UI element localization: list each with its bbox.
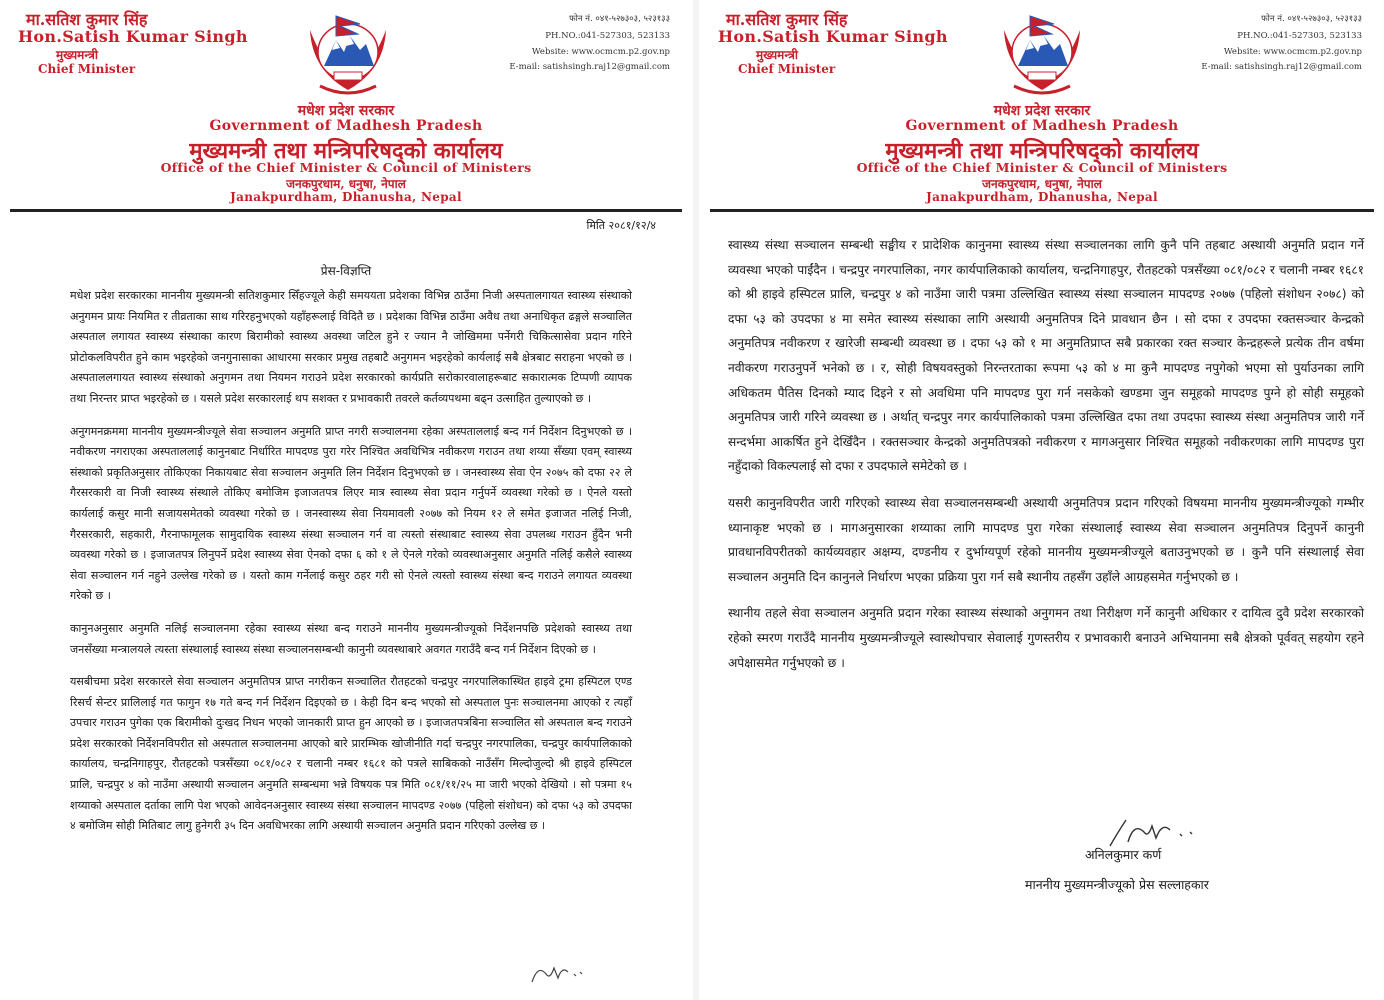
paragraph: यसरी कानुनविपरीत जारी गरिएको स्वास्थ्य सेवा सञ्चालनसम्बन्धी अस्थायी अनुमतिपत्र प्रदान गरिएको विषयमा माननीय मुख्यमन्त्रीज्यूको गम्भीर ध्यानाकृष्ट भएको छ । मागअनुसारका शय्याका लागि मापदण्ड पुरा गरेका संस्थालाई स्वास्थ्य सेवा सञ्चालन अनुमतिपत्र दिनुपर्ने कानुनी प्रावधानविपरीतको कार्यव्यवहार अक्षम्य, दण्डनीय र दुर्भाग्यपूर्ण रहेको माननीय मुख्यमन्त्रीज्यूले बताउनुभएको छ । कुनै पनि संस्थालाई सेवा सञ्चालन अनुमति दिन कानुनले निर्धारण भएका प्रक्रिया पुरा गर्न सबै स्थानीय तहसँग उहाँले आग्रहसमेत गर्नुभएको छ । [728, 495, 1364, 584]
page-2-body [728, 233, 1364, 687]
minister-title-np: मुख्यमन्त्री [56, 48, 98, 62]
page-gap [693, 0, 699, 1000]
email: E-mail: satishsingh.raj12@gmail.com [509, 62, 670, 72]
government-name-np: मधेश प्रदेश सरकार [993, 103, 1091, 119]
minister-name-en: Hon.Satish Kumar Singh [18, 27, 248, 46]
minister-title-en: Chief Minister [738, 62, 836, 76]
address-en: Janakpurdham, Dhanusha, Nepal [926, 190, 1158, 204]
paragraph: अनुगमनक्रममा माननीय मुख्यमन्त्रीज्यूले सेवा सञ्चालन अनुमति प्राप्त नगरी सञ्चालनमा रहेका अस्पताललाई बन्द गर्न निर्देशन दिनुभएको छ । नवीकरण नगराएका अस्पताललाई कानुनबाट निर्धारित मापदण्ड पुरा गरेर निश्चित अवधिभित्र नवीकरण गराउन तथा शय्या सँख्या एवम् स्वास्थ्य संस्थाको प्रकृतिअनुसार तोकिएका निकायबाट सेवा सञ्चालन अनुमति लिन निर्देशन दिनुभएको छ । जनस्वास्थ्य सेवा ऐन २०७५ को दफा २२ ले गैरसरकारी वा निजी स्वास्थ्य संस्थाले तोकिए बमोजिम इजाजतपत्र लिएर मात्र स्वास्थ्य सेवा प्रदान गर्नुपर्ने व्यवस्था गरेको छ । ऐनले यस्तो कार्यलाई कसुर मानी सजायसमेतको व्यवस्था गरेको छ । जनस्वास्थ्य सेवा नियमावली २०७७ को नियम १२ ले समेत इजाजत नलिई निजी, गैरसरकारी, सहकारी, गैरनाफामूलक सामुदायिक स्वास्थ्य संस्था सञ्चालन गर्न वा त्यस्तो संस्थाबाट स्वास्थ्य सेवा उपलब्ध गराउन हुँदैन भनी व्यवस्था गरेको छ । इजाजतपत्र लिनुपर्ने प्रदेश स्वास्थ्य सेवा ऐनको दफा ६ को १ ले ऐनले गरेको व्यवस्थाअनुसार अनुमति नलिई कसैले स्वास्थ्य सेवा सञ्चालन गर्न नहुने उल्लेख गरेको छ । यस्तो काम गर्नेलाई कसुर ठहर गरी सो ऐनले त्यस्तो स्वास्थ्य संस्था बन्द गराउने लगायत व्यवस्था गरेको छ । [70, 424, 632, 603]
office-name-np: मुख्यमन्त्री तथा मन्त्रिपरिषद्को कार्यालय [885, 138, 1199, 164]
header-divider [710, 209, 1374, 212]
office-name-np: मुख्यमन्त्री तथा मन्त्रिपरिषद्को कार्यालय [189, 138, 503, 164]
office-name-en: Office of the Chief Minister & Council of Ministers [856, 160, 1228, 175]
signatory-title: माननीय मुख्यमन्त्रीज्यूको प्रेस सल्लाहकार [1025, 877, 1209, 892]
website: Website: www.ocmcm.p2.gov.np [1223, 47, 1362, 57]
phone-en: PH.NO.:041-527303, 523133 [1237, 31, 1362, 41]
government-name-en: Government of Madhesh Pradesh [209, 118, 483, 134]
government-name-np: मधेश प्रदेश सरकार [297, 103, 395, 119]
minister-name-np: मा.सतिश कुमार सिंह [726, 10, 848, 29]
page-1-body [70, 286, 632, 849]
nepal-emblem-icon [300, 10, 396, 100]
email: E-mail: satishsingh.raj12@gmail.com [1201, 62, 1362, 72]
phone-np: फोन नं. ०४१-५२७३०३, ५२३१३३ [1261, 14, 1362, 24]
paragraph: स्वास्थ्य संस्था सञ्चालन सम्बन्धी सङ्घीय र प्रादेशिक कानुनमा स्वास्थ्य संस्था सञ्चालनका लागि कुनै पनि तहबाट अस्थायी अनुमति प्रदान गर्ने व्यवस्था भएको पाईंदैन । चन्द्रपुर नगरपालिका, नगर कार्यपालिकाको कार्यालय, चन्द्रनिगाहपुर, रौतहटको पत्रसँख्या ०८१/०८२ र चलानी नम्बर १६८१ को श्री हाइवे हस्पिटल प्रालि, चन्द्रपुर ४ को नाउँमा जारी पत्रमा उल्लिखित स्वास्थ्य संस्था सञ्चालन मापदण्ड २०७७ (पहिलो संशोधन २०७८) को दफा ५३ को उपदफा ४ मा समेत स्वास्थ्य संस्थाका लागि अस्थायी अनुमतिपत्र दिने प्रावधान छैन । सो दफा र उपदफा रक्तसञ्चार केन्द्रको अनुमतिपत्र नवीकरण र खारेजी सम्बन्धी व्यवस्था छ । दफा ५३ को १ मा अनुमतिप्राप्त सबै प्रकारका रक्त सञ्चार केन्द्रहरूले प्रत्येक तीन वर्षमा नवीकरण गराउनुपर्ने भनेको छ । र, सोही विषयवस्तुको निरन्तरताका रूपमा ५३ को ४ मा कुनै मापदण्ड नपुगेको भएमा सो पुर्याउनका लागि अधिकतम पैतिस दिनको म्याद दिइने र सो अवधिमा पनि मापदण्ड पुरा गर्न नसकेको खण्डमा जुन समूहको मापदण्ड पुग्ने हो सोही समूहको अनुमतिपत्र जारी गरिने व्यवस्था छ । अर्थात् चन्द्रपुर नगर कार्यपालिकाको पत्रमा उल्लिखित दफा तथा उपदफा स्वास्थ्य संस्था अनुमतिपत्र जारी गर्ने सन्दर्भमा आकर्षित हुने देखिँदैन । रक्तसञ्चार केन्द्रको अनुमतिपत्रको नवीकरण र मागअनुसार निश्चित समूहको नवीकरणका लागि मापदण्ड पुरा नहुँदाको विकल्पलाई सो दफा र उपदफाले समेटेको छ । [728, 238, 1364, 474]
signatory-name: अनिलकुमार कर्ण [1085, 847, 1162, 862]
address-np: जनकपुरधाम, धनुषा, नेपाल [286, 177, 406, 191]
document-date: मिति २०८१/१२/४ [586, 219, 656, 232]
paragraph: स्थानीय तहले सेवा सञ्चालन अनुमति प्रदान गरेका स्वास्थ्य संस्थाको अनुगमन तथा निरीक्षण गर्ने कानुनी अधिकार र दायित्व दुवै प्रदेश सरकारको रहेको स्मरण गराउँदै माननीय मुख्यमन्त्रीज्यूले स्वास्थोपचार सेवालाई गुणस्तरीय र प्रभावकारी बनाउने अभियानमा सबै क्षेत्रको पूर्ववत् सहयोग रहने अपेक्षासमेत गर्नुभएको छ । [728, 606, 1364, 670]
minister-name-en: Hon.Satish Kumar Singh [718, 27, 948, 46]
initials-signature-icon [528, 958, 588, 988]
address-np: जनकपुरधाम, धनुषा, नेपाल [982, 177, 1102, 191]
website: Website: www.ocmcm.p2.gov.np [531, 47, 670, 57]
government-name-en: Government of Madhesh Pradesh [905, 118, 1179, 134]
address-en: Janakpurdham, Dhanusha, Nepal [230, 190, 462, 204]
minister-title-en: Chief Minister [38, 62, 136, 76]
nepal-emblem-icon [994, 10, 1090, 100]
office-name-en: Office of the Chief Minister & Council of Ministers [160, 160, 532, 175]
phone-en: PH.NO.:041-527303, 523133 [545, 31, 670, 41]
minister-name-np: मा.सतिश कुमार सिंह [26, 10, 148, 29]
phone-np: फोन नं. ०४१-५२७३०३, ५२३१३३ [569, 14, 670, 24]
header-divider [10, 209, 682, 212]
paragraph: कानुनअनुसार अनुमति नलिई सञ्चालनमा रहेका स्वास्थ्य संस्था बन्द गराउने माननीय मुख्यमन्त्रीज्यूको निर्देशनपछि प्रदेशको स्वास्थ्य तथा जनसँख्या मन्त्रालयले त्यस्ता संस्थालाई स्वास्थ्य संस्था सञ्चालनसम्बन्धी कानुनी व्यवस्थाबारे अवगत गराउँदै बन्द गर्न निर्देशन दिएको छ । [70, 621, 632, 656]
paragraph: यसबीचमा प्रदेश सरकारले सेवा सञ्चालन अनुमतिपत्र प्राप्त नगरीकन सञ्चालित रौतहटको चन्द्रपुर नगरपालिकास्थित हाइवे ट्रमा हस्पिटल एण्ड रिसर्च सेन्टर प्रालिलाई गत फागुन १७ गते बन्द गर्न निर्देशन दिइएको छ । केही दिन बन्द भएको सो अस्पताल पुनः सञ्चालनमा आएको र त्यहाँ उपचार गराउन पुगेका एक बिरामीको दुःखद निधन भएको जानकारी प्राप्त हुन आएको छ । इजाजतपत्रबिना सञ्चालित सो अस्पताल बन्द गराउने प्रदेश सरकारको निर्देशनविपरीत सो अस्पताल सञ्चालनमा आएको बारे प्रारम्भिक खोजीनीति गर्दा चन्द्रपुर नगरपालिका, चन्द्रपुर कार्यपालिकाको कार्यालय, चन्द्रनिगाहपुर, रौतहटको पत्रसँख्या ०८१/०८२ र चलानी नम्बर १६८१ को पत्रले साबिकको नाउँसँग मिल्दोजुल्दो श्री हाइवे हस्पिटल प्रालि, चन्द्रपुर ४ को नाउँमा अस्थायी सञ्चालन अनुमति सम्बन्धमा भन्ने विषयक पत्र मिति ०८१/११/२५ मा जारी भएको देखियो । सो पत्रमा १५ शय्याको अस्पताल दर्ताका लागि पेश भएको आवेदनअनुसार स्वास्थ्य संस्था सञ्चालन मापदण्ड २०७७ (पहिलो संशोधन) को दफा ५३ को उपदफा ४ बमोजिम सोही मितिबाट लागु हुनेगरी ३५ दिन अवधिभरका लागि अस्थायी सञ्चालन अनुमति प्रदान गरिएको उल्लेख छ । [70, 675, 632, 833]
document-title: प्रेस-विज्ञप्ति [320, 264, 372, 278]
paragraph: मधेश प्रदेश सरकारका माननीय मुख्यमन्त्री सतिशकुमार सिँहज्यूले केही समययता प्रदेशका विभिन्न ठाउँमा निजी अस्पतालगायत स्वास्थ्य संस्थाको अनुगमन प्रायः नियमित र तीव्रताका साथ गरिरहनुभएको यहाँहरूलाई विदितै छ । प्रदेशका विभिन्न ठाउँमा अवैध तथा अनाधिकृत ढङ्गले सञ्चालित अस्पताल लगायत स्वास्थ्य संस्थाका कारण बिरामीको स्वास्थ्य अवस्था जटिल हुने र ज्यान नै जोखिममा पर्नेगरी चिकित्सासेवा प्रदान गरिने प्रोटोकलविपरीत हुने काम भइरहेको जनगुनासाका आधारमा सरकार प्रमुख तहबाटै अनुगमन भइरहेको कार्यलाई सबै क्षेत्रबाट सराहना भएको छ । अस्पताललगायत स्वास्थ्य संस्थाको अनुगमन तथा नियमन गराउने प्रदेश सरकारको कार्यप्रति सरोकारवालाहरूबाट सकारात्मक टिप्पणी व्यापक तथा निरन्तर प्राप्त भइरहेको छ । यसले प्रदेश सरकारलाई थप सशक्त र प्रभावकारी तवरले कर्तव्यपथमा बढ्न उत्साहित तुल्याएको छ । [70, 289, 632, 405]
minister-title-np: मुख्यमन्त्री [756, 48, 798, 62]
